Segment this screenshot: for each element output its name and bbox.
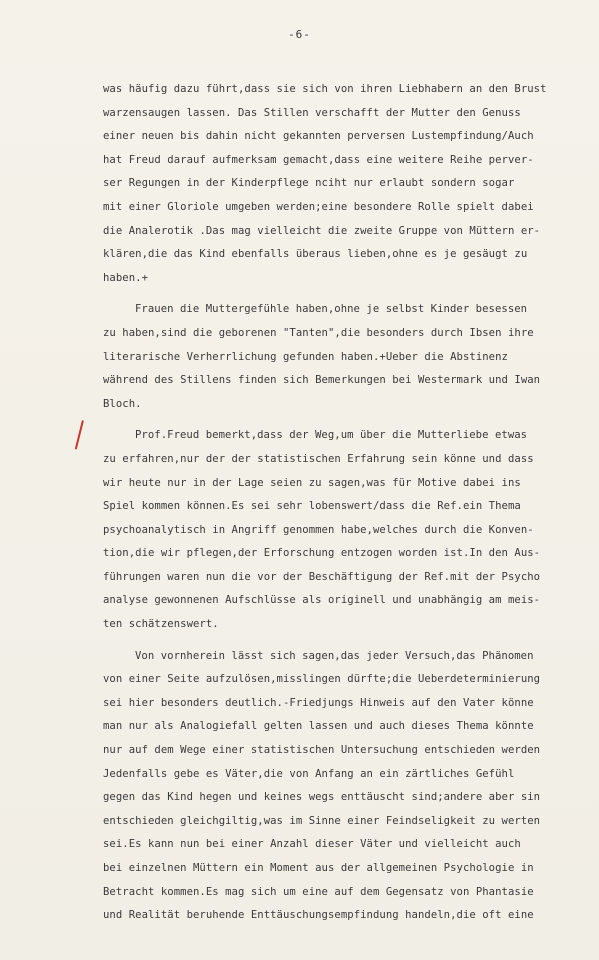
text-line: ten schätzenswert. [103,618,219,631]
text-line: Von vornherein lässt sich sagen,das jeder Versuch,das Phänomen [135,649,534,662]
text-line: ser Regungen in der Kinderpflege nciht nur erlaubt sondern sogar [103,177,515,190]
text-line: einer neuen bis dahin nicht gekannten perversen Lustempfindung/Auch [103,130,534,143]
text-line: sei hier besonders deutlich.-Friedjungs Hinweis auf den Vater könne [103,696,534,709]
text-line: sei.Es kann nun bei einer Anzahl dieser Väter und vielleicht auch [103,838,521,851]
text-line: tion,die wir pflegen,der Erforschung entzogen worden ist.In den Aus- [103,547,541,560]
text-line: analyse gewonnenen Aufschlüsse als originell und unabhängig am meis- [103,594,541,607]
text-line: von einer Seite aufzulösen,misslingen dürfte;die Ueberdeterminierung [103,673,541,686]
text-line: Bloch. [103,397,142,410]
text-line: Betracht kommen.Es mag sich um eine auf dem Gegensatz von Phantasie [103,885,534,898]
page-number: -6- [288,28,311,41]
text-line: zu haben,sind die geborenen "Tanten",die besonders durch Ibsen ihre [103,326,534,339]
text-line: literarische Verherrlichung gefunden haben.+Ueber die Abstinenz [103,350,508,363]
text-line: zu erfahren,nur der der statistischen Erfahrung sein könne und dass [103,452,534,465]
red-margin-mark [75,420,84,450]
text-line: Spiel kommen können.Es sei sehr lobenswert/dass die Ref.ein Thema [103,500,521,513]
text-line: und Realität beruhende Enttäuschungsempfindung handeln,die oft eine [103,909,534,922]
text-line: gegen das Kind hegen und keines wegs enttäuscht sind;andere aber sin [103,791,541,804]
text-line: hat Freud darauf aufmerksam gemacht,dass eine weitere Reihe perver- [103,153,534,166]
text-line: Jedenfalls gebe es Väter,die von Anfang an ein zärtliches Gefühl [103,767,515,780]
text-line: Frauen die Muttergefühle haben,ohne je selbst Kinder besessen [135,303,528,316]
typed-text-body [103,78,593,928]
text-line: die Analerotik .Das mag vielleicht die zweite Gruppe von Müttern er- [103,224,541,237]
text-line: Prof.Freud bemerkt,dass der Weg,um über die Mutterliebe etwas [135,429,528,442]
text-line: entschieden gleichgiltig,was im Sinne einer Feindseligkeit zu werten [103,814,541,827]
text-line: führungen waren nun die vor der Beschäftigung der Ref.mit der Psycho [103,570,541,583]
text-line: wir heute nur in der Lage seien zu sagen,was für Motive dabei ins [103,476,521,489]
text-line: was häufig dazu führt,dass sie sich von ihren Liebhabern an den Brust [103,83,547,95]
text-line: während des Stillens finden sich Bemerkungen bei Westermark und Iwan [103,374,541,387]
text-line: bei einzelnen Müttern ein Moment aus der allgemeinen Psychologie in [103,862,534,874]
text-line: haben.+ [103,271,148,284]
text-line: klären,die das Kind ebenfalls überaus lieben,ohne es je gesäugt zu [103,248,528,261]
text-line: nur auf dem Wege einer statistischen Untersuchung entschieden werden [103,744,541,757]
text-line: mit einer Gloriole umgeben werden;eine besondere Rolle spielt dabei [103,200,534,213]
text-line: warzensaugen lassen. Das Stillen verschafft der Mutter den Genuss [103,106,521,119]
text-line: man nur als Analogiefall gelten lassen und auch dieses Thema könnte [103,720,534,733]
text-line: psychoanalytisch in Angriff genommen habe,welches durch die Konven- [103,523,534,536]
